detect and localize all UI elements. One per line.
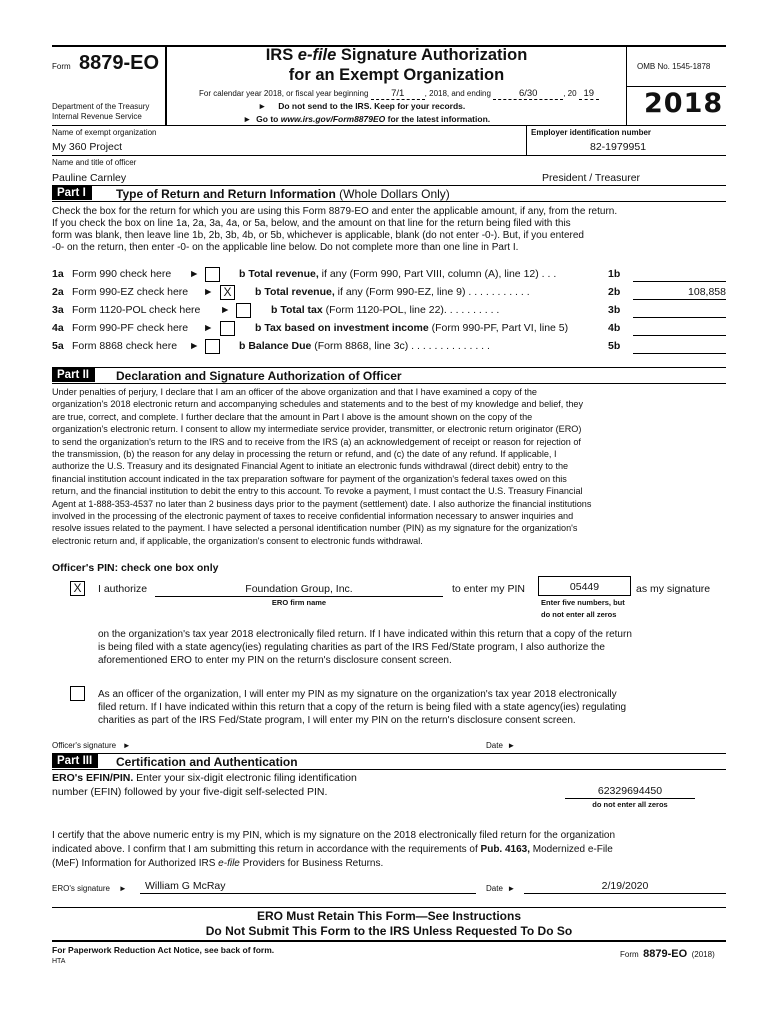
ero-firm-field[interactable]: Foundation Group, Inc. [245, 583, 353, 595]
officer-enter-pin-checkbox[interactable] [70, 686, 85, 701]
officer-signature-label: Officer's signature ► [52, 741, 131, 750]
ero-signature-label: ERO's signature ► [52, 884, 127, 893]
arrow-icon: ► [189, 268, 200, 280]
part2-title: Declaration and Signature Authorization of Officer [116, 369, 402, 383]
fy-end-field[interactable]: 6/30 [493, 88, 563, 100]
arrow-icon: ► [189, 340, 200, 352]
part1-label: Part I [52, 186, 92, 200]
keep-records-line: ► Do not send to the IRS. Keep for your records. [258, 101, 466, 111]
form-number: 8879-EO [79, 52, 160, 74]
ein-label: Employer identification number [531, 128, 652, 137]
certification-text: I certify that the above numeric entry is my PIN, which is my signature on the 2018 electronically filed return for the organization indicated above. I confirm that I am submitting this return in accordance with the requirements of Pub. 4163, Modernized e-File (MeF) Information for Authorized IRS e-file Providers for Business Returns. [52, 830, 616, 869]
retain-notice: ERO Must Retain This Form—See Instructions Do Not Submit This Form to the IRS Unless Requested To Do So [205, 909, 573, 938]
form-1120pol-checkbox[interactable] [236, 303, 251, 318]
ero-signature-field[interactable]: William G McRay [145, 880, 226, 892]
paperwork-notice: For Paperwork Reduction Act Notice, see back of form. [52, 945, 275, 955]
part1-title: Type of Return and Return Information (Whole Dollars Only) [116, 187, 450, 201]
fy-end-year-field[interactable]: 19 [579, 88, 599, 100]
i-authorize-text: I authorize [98, 583, 148, 595]
part1-instructions: Check the box for the return for which you are using this Form 8879-EO and enter the applicable amount, if any, from the return. If you check the box on line 1a, 2a, 3a, 4a, or 5a, below, and the amount on that line for the return being filed with this form was blank, then leave line 1b, 2b, 3b, 4b, or 5b, whichever is applicable, blank (do not enter -0-). But, if you entered -0- on the return, then enter -0- on the applicable line below. Do not complete more than one line in Part I. [52, 206, 618, 253]
form-label: Form [52, 62, 71, 71]
pin-heading: Officer's PIN: check one box only [52, 562, 219, 574]
amount-1b-field[interactable] [633, 281, 726, 282]
efin-instructions: ERO's EFIN/PIN. Enter your six-digit electronic filing identification number (EFIN) followed by your five-digit self-selected PIN. [52, 772, 357, 798]
part2-label: Part II [52, 368, 95, 382]
efin-pin-field[interactable]: 62329694450 [597, 785, 663, 797]
fy-begin-field[interactable]: 7/1 [371, 88, 425, 100]
arrow-icon: ► [203, 322, 214, 334]
form-990ez-checkbox[interactable]: X [220, 285, 235, 300]
part3-label: Part III [52, 754, 98, 768]
hta-label: HTA [52, 958, 66, 965]
officer-date-label: Date ► [486, 741, 516, 750]
arrow-icon: ► [507, 884, 516, 893]
option1-text: on the organization's tax year 2018 electronically filed return. If I have indicated within this return that a copy of the return is being filed with a state agency(ies) regulating charities as part of the IRS Fed/State program, I also authorize the aforementioned ERO to enter my PIN on the return's disclosure consent screen. [98, 629, 632, 666]
arrow-icon: ► [118, 884, 127, 893]
org-name-label: Name of exempt organization [52, 128, 157, 137]
org-name[interactable]: My 360 Project [52, 141, 123, 153]
pin-note-1: Enter five numbers, but [541, 598, 625, 607]
arrow-icon: ► [507, 741, 516, 750]
arrow-icon: ► [243, 114, 252, 124]
efin-note: do not enter all zeros [592, 800, 668, 809]
to-enter-pin-text: to enter my PIN [452, 583, 525, 595]
amount-3b-field[interactable] [633, 317, 726, 318]
omb-number: OMB No. 1545-1878 [637, 62, 711, 71]
pin-field[interactable]: 05449 [538, 576, 631, 596]
tax-year: 2018 [644, 88, 724, 119]
arrow-icon: ► [258, 101, 267, 111]
ero-date-label: Date ► [486, 884, 516, 893]
officer-signature-field[interactable] [145, 751, 475, 752]
ein-value[interactable]: 82-1979951 [590, 141, 647, 153]
form-8868-checkbox[interactable] [205, 339, 220, 354]
arrow-icon: ► [220, 304, 231, 316]
part3-title: Certification and Authentication [116, 755, 298, 769]
ero-date-field[interactable]: 2/19/2020 [601, 880, 649, 892]
footer-form-id: Form 8879-EO (2018) [620, 948, 715, 960]
officer-title[interactable]: President / Treasurer [542, 172, 641, 184]
officer-name[interactable]: Pauline Carnley [52, 172, 127, 184]
form-title: IRS e-file Signature Authorization for an Exempt Organization [265, 46, 528, 84]
officer-label: Name and title of officer [52, 158, 137, 167]
amount-4b-field[interactable] [633, 335, 726, 336]
fiscal-year-line: For calendar year 2018, or fiscal year beginning 7/1 , 2018, and ending 6/30 , 20 19 [199, 88, 599, 100]
authorize-ero-checkbox[interactable]: X [70, 581, 85, 596]
dept-line2: Internal Revenue Service [52, 112, 142, 121]
amount-2b-field[interactable]: 108,858 [688, 286, 726, 298]
arrow-icon: ► [122, 741, 131, 750]
as-my-signature-text: as my signature [636, 583, 711, 595]
go-to-line: ► Go to www.irs.gov/Form8879EO for the latest information. [243, 114, 491, 124]
form-990pf-checkbox[interactable] [220, 321, 235, 336]
amount-5b-field[interactable] [633, 353, 726, 354]
arrow-icon: ► [203, 286, 214, 298]
dept-line1: Department of the Treasury [52, 102, 150, 111]
form-990-checkbox[interactable] [205, 267, 220, 282]
declaration-text: Under penalties of perjury, I declare that I am an officer of the above organization and that I have examined a copy of the organization's 2018 electronic return and accompanying schedules and statements and to the best of my knowledge and belief, they are true, correct, and complete. I further declare that the amount in Part I above is the amount shown on the copy of the organization's electronic return. I consent to allow my intermediate service provider, transmitter, or electronic return originator (ERO) to send the organization's return to the IRS and to receive from the IRS (a) an acknowledgement of receipt or reason for rejection of the transmission, (b) the reason for any delay in processing the return or refund, and (c) the date of any refund. If applicable, I authorize the U.S. Treasury and its designated Financial Agent to initiate an electronic funds withdrawal (direct debit) entry to the financial institution account indicated in the tax preparation software for payment of the organization's federal taxes owed on this return, and the financial institution to debit the entry to this account. To revoke a payment, I must contact the U.S. Treasury Financial Agent at 1-888-353-4537 no later than 2 business days prior to the payment (settlement) date. I also authorize the financial institutions involved in the processing of the electronic payment of taxes to receive confidential information necessary to answer inquiries and resolve issues related to the payment. I have selected a personal identification number (PIN) as my signature for the organization's electronic return and, if applicable, the organization's consent to electronic funds withdrawal. [52, 387, 592, 546]
irs-url-link[interactable]: www.irs.gov/Form8879EO [280, 114, 386, 124]
pin-note-2: do not enter all zeros [541, 610, 617, 619]
ero-firm-label: ERO firm name [271, 598, 327, 607]
option2-text: As an officer of the organization, I will enter my PIN as my signature on the organization's tax year 2018 electronically filed return. If I have indicated within this return that a copy of the return is being filed with a state agency(ies) regulating charities as part of the IRS Fed/State program, I will enter my PIN on the return's disclosure consent screen. [98, 689, 627, 726]
